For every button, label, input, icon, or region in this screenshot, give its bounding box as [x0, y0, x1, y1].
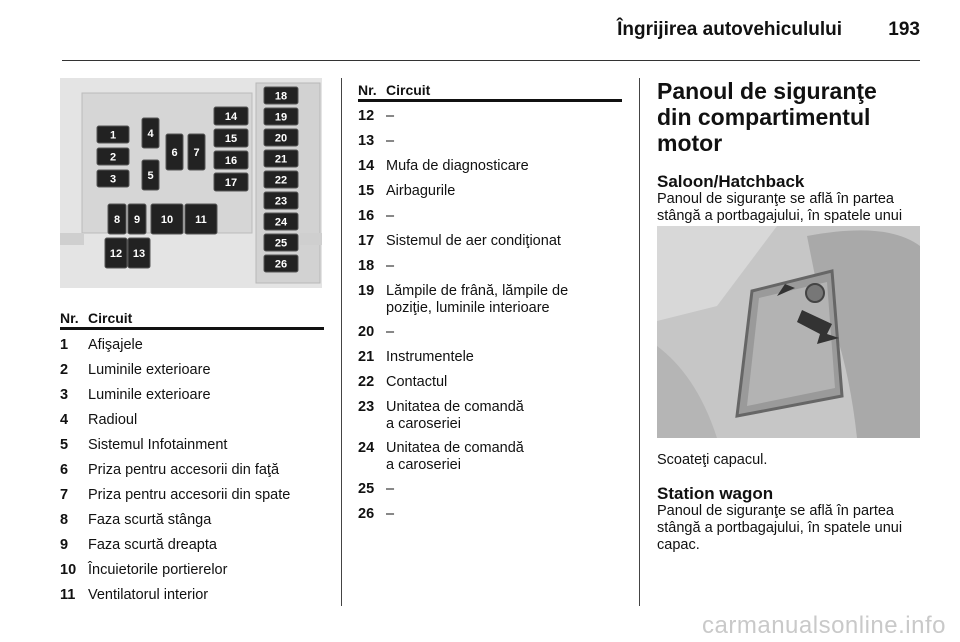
wagon-heading: Station wagon — [657, 484, 774, 503]
trunk-cover-illustration — [657, 226, 920, 438]
fuse-number: 7 — [60, 487, 69, 503]
table-row — [358, 233, 622, 250]
fuse-box-diagram — [60, 78, 322, 288]
header-nr: Nr. — [358, 82, 377, 98]
fuse-circuit: Unitatea de comandă a caroseriei — [386, 440, 524, 473]
table-row — [358, 349, 622, 366]
fuse-circuit: Priza pentru accesorii din spate — [88, 487, 291, 503]
fuse-number: 26 — [358, 506, 375, 522]
fuse-number: 4 — [60, 412, 69, 428]
table-row — [358, 258, 622, 275]
fuse-number: 22 — [358, 374, 375, 390]
saloon-heading: Saloon/Hatchback — [657, 172, 805, 191]
table-row — [358, 208, 622, 225]
table-row — [60, 362, 324, 379]
fuse-number: 21 — [358, 349, 375, 365]
fuse-circuit: Contactul — [386, 374, 448, 390]
table-row — [60, 337, 324, 354]
fuse-number: 15 — [358, 183, 375, 199]
fuse-circuit: Luminile exterioare — [88, 387, 211, 403]
fuse-circuit: Priza pentru accesorii din faţă — [88, 462, 280, 478]
fuse-circuit: Sistemul de aer condiţionat — [386, 233, 561, 249]
fuse-label: 18 — [274, 90, 288, 103]
table-row — [60, 462, 324, 479]
caption-block — [657, 452, 927, 554]
fuse-circuit: Lămpile de frână, lămpile de poziţie, luminile interioare — [386, 283, 569, 316]
table-row — [60, 587, 324, 604]
fuse-circuit: Airbagurile — [386, 183, 456, 199]
fuse-circuit: – — [386, 133, 395, 149]
fuse-label: 6 — [171, 147, 178, 159]
fuse-number: 17 — [358, 233, 375, 249]
table-header — [358, 81, 622, 102]
column-divider-1 — [341, 78, 342, 606]
fuse-label: 23 — [274, 195, 288, 208]
table-row — [60, 412, 324, 429]
saloon-text: Panoul de siguranţe se află în partea stângă a portbagajului, în spatele unui — [657, 191, 903, 224]
table-row — [358, 108, 622, 125]
fuse-number: 8 — [60, 512, 69, 528]
fuse-circuit: Sistemul Infotainment — [88, 437, 228, 453]
fuse-circuit: Instrumentele — [386, 349, 474, 365]
table-row — [358, 506, 622, 523]
table-rows — [358, 102, 622, 523]
header-rule — [62, 60, 920, 61]
fuse-number: 11 — [60, 587, 76, 603]
table-row — [60, 512, 324, 529]
fuse-label: 2 — [109, 151, 117, 164]
fuse-circuit: – — [386, 506, 395, 522]
fuse-circuit: Radioul — [88, 412, 138, 428]
fuse-circuit: – — [386, 481, 395, 497]
fuse-circuit: Unitatea de comandă a caroseriei — [386, 399, 524, 432]
fuse-circuit: – — [386, 108, 395, 124]
fuse-label: 22 — [274, 174, 288, 187]
wagon-text: Panoul de siguranţe se află în partea stângă a portbagajului, în spatele unui capac. — [657, 503, 903, 553]
table-row — [60, 487, 324, 504]
fuse-table-left — [60, 309, 324, 612]
section-column — [657, 78, 927, 242]
fuse-number: 23 — [358, 399, 375, 415]
fuse-circuit: – — [386, 208, 395, 224]
fuse-circuit: Faza scurtă stânga — [88, 512, 212, 528]
table-row — [60, 537, 324, 554]
fuse-label: 19 — [274, 111, 288, 124]
fuse-circuit: – — [386, 324, 395, 340]
table-rows — [60, 330, 324, 604]
fuse-label: 14 — [224, 111, 238, 123]
header-circuit: Circuit — [386, 82, 431, 98]
fuse-number: 1 — [60, 337, 69, 353]
header-title: Îngrijirea autovehiculului — [617, 19, 842, 40]
fuse-label: 9 — [133, 214, 141, 226]
fuse-number: 16 — [358, 208, 375, 224]
table-row — [358, 399, 622, 433]
fuse-table-right — [358, 81, 622, 531]
header-circuit: Circuit — [88, 310, 133, 326]
fuse-label: 12 — [109, 248, 123, 260]
fuse-label: 15 — [224, 133, 238, 145]
table-row — [358, 133, 622, 150]
fuse-label: 13 — [132, 248, 146, 260]
fuse-number: 6 — [60, 462, 69, 478]
fuse-label: 24 — [274, 216, 288, 229]
fuse-label: 25 — [274, 237, 288, 250]
fuse-circuit: Faza scurtă dreapta — [88, 537, 217, 553]
fuse-label: 16 — [224, 155, 238, 167]
table-row — [60, 562, 324, 579]
fuse-number: 14 — [358, 158, 375, 174]
trunk-cover-photo — [657, 226, 920, 438]
watermark: carmanualsonline.info — [702, 612, 946, 639]
table-row — [358, 374, 622, 391]
page-header — [0, 0, 960, 60]
fuse-label: 1 — [109, 129, 117, 142]
fuse-number: 19 — [358, 283, 375, 299]
page-number: 193 — [888, 19, 920, 40]
fuse-circuit: Ventilatorul interior — [88, 587, 209, 603]
table-row — [358, 158, 622, 175]
fuse-circuit: – — [386, 258, 395, 274]
fuse-number: 2 — [60, 362, 69, 378]
fuse-circuit: Luminile exterioare — [88, 362, 211, 378]
section-title: Panoul de siguranţe din compartimentul motor — [657, 78, 877, 156]
table-row — [358, 481, 622, 498]
fuse-circuit: Mufa de diagnosticare — [386, 158, 529, 174]
fuse-label: 20 — [274, 132, 288, 145]
fuse-number: 20 — [358, 324, 375, 340]
table-header — [60, 309, 324, 330]
fuse-number: 18 — [358, 258, 375, 274]
fuse-label: 21 — [274, 153, 288, 166]
table-row — [358, 183, 622, 200]
fuse-label: 26 — [274, 258, 288, 271]
fuse-label: 5 — [147, 170, 154, 182]
fuse-circuit: Încuietorile portierelor — [88, 562, 228, 578]
photo-caption: Scoateţi capacul. — [657, 452, 768, 468]
fuse-label: 10 — [160, 214, 174, 226]
header-nr: Nr. — [60, 310, 79, 326]
table-row — [358, 440, 622, 474]
table-row — [60, 437, 324, 454]
fuse-number: 3 — [60, 387, 69, 403]
fuse-number: 25 — [358, 481, 375, 497]
table-row — [358, 283, 622, 317]
table-row — [358, 324, 622, 341]
fuse-number: 24 — [358, 440, 375, 456]
fuse-number: 12 — [358, 108, 375, 124]
fuse-box-illustration — [60, 78, 322, 288]
fuse-number: 9 — [60, 537, 69, 553]
fuse-label: 7 — [193, 147, 200, 159]
fuse-label: 4 — [147, 128, 154, 140]
table-row — [60, 387, 324, 404]
fuse-label: 3 — [109, 173, 117, 186]
fuse-label: 11 — [195, 214, 207, 226]
fuse-number: 13 — [358, 133, 375, 149]
fuse-label: 8 — [113, 214, 121, 226]
fuse-number: 5 — [60, 437, 69, 453]
column-divider-2 — [639, 78, 640, 606]
fuse-number: 10 — [60, 562, 77, 578]
fuse-circuit: Afişajele — [88, 337, 143, 353]
fuse-label: 17 — [224, 177, 238, 189]
